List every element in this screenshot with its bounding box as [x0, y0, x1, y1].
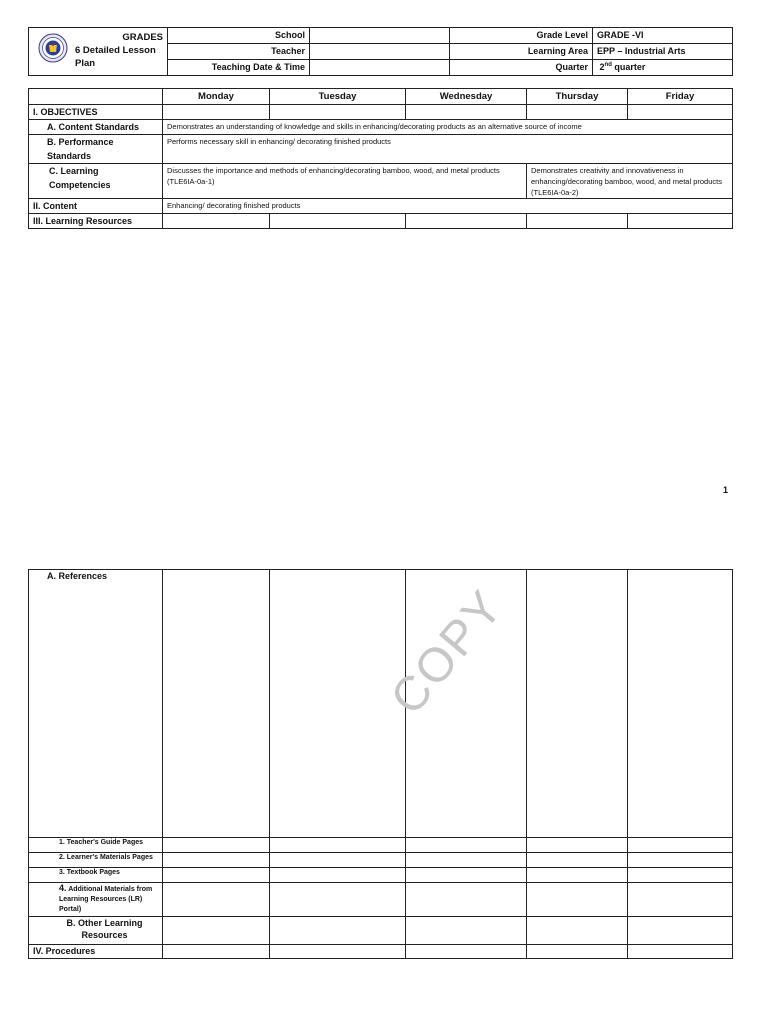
- cell[interactable]: [527, 214, 628, 229]
- grades-line-3: Plan: [75, 58, 96, 69]
- cell[interactable]: [270, 883, 406, 917]
- quarter-rest: quarter: [611, 62, 646, 72]
- cell[interactable]: [163, 868, 270, 883]
- content-standards-text[interactable]: Demonstrates an understanding of knowledge and skills in enhancing/decorating products as an alternative source of income: [163, 120, 733, 135]
- cell[interactable]: [270, 945, 406, 959]
- cell[interactable]: [628, 570, 733, 838]
- cell[interactable]: [406, 853, 527, 868]
- quarter-num: 2: [599, 62, 605, 72]
- cell[interactable]: [270, 570, 406, 838]
- cell[interactable]: [628, 868, 733, 883]
- cell[interactable]: [406, 214, 527, 229]
- cell[interactable]: [527, 868, 628, 883]
- grades-title: [75, 31, 163, 70]
- performance-standards-label: B. Performance Standards: [29, 135, 163, 164]
- cell[interactable]: [163, 883, 270, 917]
- cell[interactable]: [628, 105, 733, 120]
- cell[interactable]: [163, 214, 270, 229]
- day-tuesday: Tuesday: [270, 89, 406, 105]
- content-heading: II. Content: [29, 199, 163, 214]
- quarter-label: Quarter: [450, 60, 593, 76]
- corner-cell: [29, 89, 163, 105]
- grades-line-2: 6 Detailed Lesson: [75, 45, 156, 56]
- cell[interactable]: [527, 570, 628, 838]
- objectives-table: [28, 88, 733, 229]
- copy-watermark: COPY: [380, 580, 514, 725]
- date-value[interactable]: [310, 60, 450, 76]
- learners-materials-label: 2. Learner's Materials Pages: [29, 853, 163, 868]
- cell[interactable]: [406, 838, 527, 853]
- cell[interactable]: [628, 853, 733, 868]
- grade-level-label: Grade Level: [450, 28, 593, 44]
- cell[interactable]: [628, 883, 733, 917]
- page-number: 1: [723, 485, 729, 495]
- cell[interactable]: [270, 868, 406, 883]
- resources-table: [28, 569, 733, 959]
- cell[interactable]: [527, 105, 628, 120]
- resources-heading: III. Learning Resources: [29, 214, 163, 229]
- competencies-text-1[interactable]: Discusses the importance and methods of enhancing/decorating bamboo, wood, and metal products (TLE6IA-0a-1): [163, 164, 527, 199]
- additional-text: Additional Materials from Learning Resources (LR) Portal): [59, 886, 153, 913]
- school-value[interactable]: [310, 28, 450, 44]
- cell[interactable]: [163, 105, 270, 120]
- quarter-sup: nd: [604, 62, 612, 68]
- cell[interactable]: [628, 838, 733, 853]
- other-resources-label: B. Other Learning Resources: [29, 917, 163, 945]
- cell[interactable]: [406, 945, 527, 959]
- day-friday: Friday: [628, 89, 733, 105]
- teacher-label: Teacher: [168, 44, 310, 60]
- references-label: A. References: [29, 570, 163, 838]
- cell[interactable]: [527, 917, 628, 945]
- teachers-guide-label: 1. Teacher's Guide Pages: [29, 838, 163, 853]
- cell[interactable]: [527, 838, 628, 853]
- grades-line-1: GRADES: [122, 32, 163, 43]
- competencies-label: C. Learning Competencies: [29, 164, 163, 199]
- cell[interactable]: [406, 105, 527, 120]
- school-label: School: [168, 28, 310, 44]
- cell[interactable]: [270, 853, 406, 868]
- additional-materials-label: [29, 883, 163, 917]
- performance-standards-text[interactable]: Performs necessary skill in enhancing/ decorating finished products: [163, 135, 733, 164]
- textbook-label: 3. Textbook Pages: [29, 868, 163, 883]
- content-text[interactable]: Enhancing/ decorating finished products: [163, 199, 733, 214]
- cell[interactable]: [527, 945, 628, 959]
- cell[interactable]: [163, 570, 270, 838]
- learning-area-label: Learning Area: [450, 44, 593, 60]
- cell[interactable]: [270, 214, 406, 229]
- cell[interactable]: [527, 883, 628, 917]
- deped-seal-icon: [38, 33, 68, 63]
- date-label: Teaching Date & Time: [168, 60, 310, 76]
- header-table: [28, 27, 733, 76]
- procedures-label: IV. Procedures: [29, 945, 163, 959]
- cell[interactable]: [406, 883, 527, 917]
- teacher-value[interactable]: [310, 44, 450, 60]
- cell[interactable]: [270, 917, 406, 945]
- cell[interactable]: [406, 917, 527, 945]
- learning-area-value[interactable]: EPP – Industrial Arts: [593, 44, 733, 60]
- cell[interactable]: [163, 838, 270, 853]
- cell[interactable]: [406, 868, 527, 883]
- day-thursday: Thursday: [527, 89, 628, 105]
- cell[interactable]: [270, 838, 406, 853]
- grade-level-value[interactable]: GRADE -VI: [593, 28, 733, 44]
- cell[interactable]: [628, 945, 733, 959]
- cell[interactable]: [163, 917, 270, 945]
- competencies-text-2[interactable]: Demonstrates creativity and innovativeness in enhancing/decorating bamboo, wood, and metal products (TLE6IA-0a-2): [527, 164, 733, 199]
- day-wednesday: Wednesday: [406, 89, 527, 105]
- cell[interactable]: [628, 917, 733, 945]
- cell[interactable]: [163, 945, 270, 959]
- cell[interactable]: [527, 853, 628, 868]
- additional-num: 4.: [59, 883, 67, 893]
- cell[interactable]: [628, 214, 733, 229]
- title-cell: [29, 28, 168, 76]
- day-monday: Monday: [163, 89, 270, 105]
- quarter-value[interactable]: [593, 60, 733, 76]
- cell[interactable]: [163, 853, 270, 868]
- cell[interactable]: [270, 105, 406, 120]
- content-standards-label: A. Content Standards: [29, 120, 163, 135]
- objectives-heading: I. OBJECTIVES: [29, 105, 163, 120]
